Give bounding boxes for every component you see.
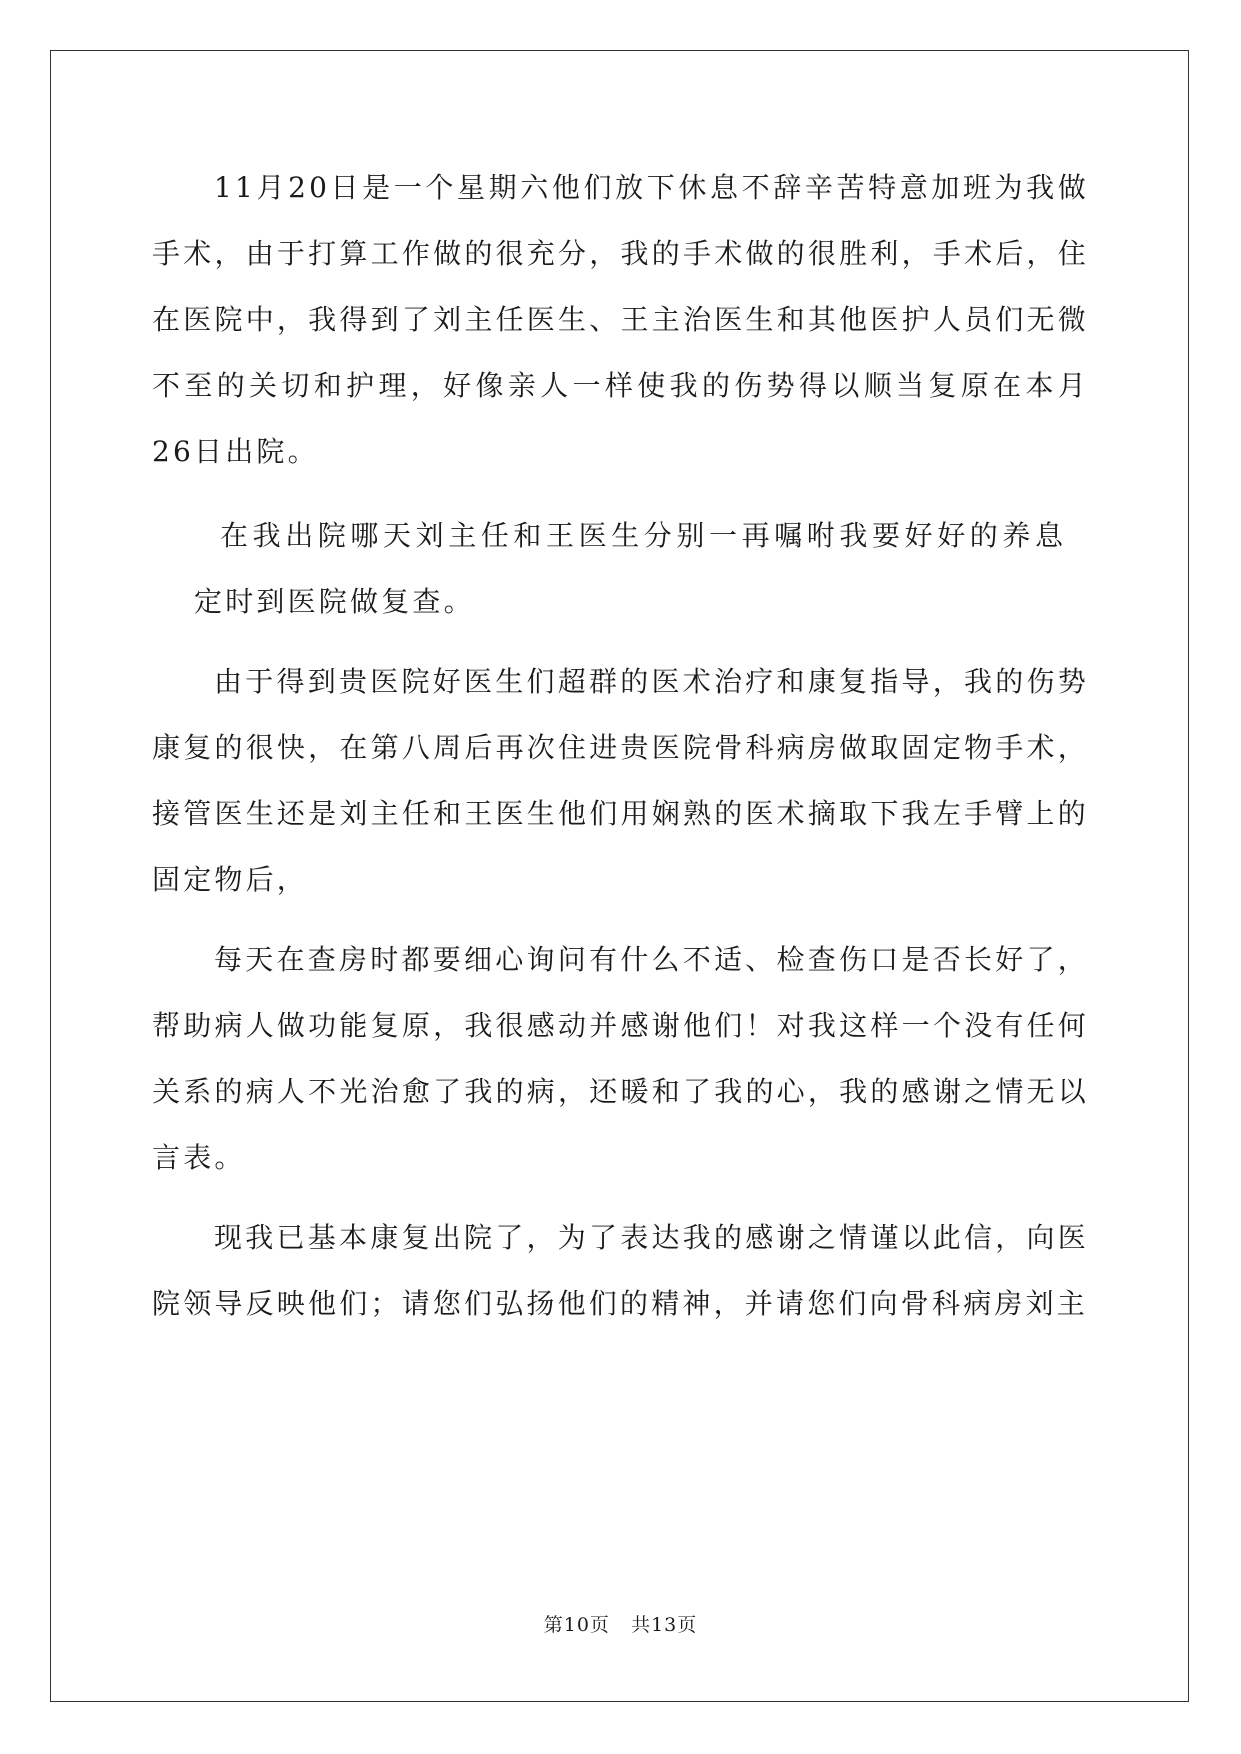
paragraph-1: 11月20日是一个星期六他们放下休息不辞辛苦特意加班为我做手术，由于打算工作做的很充分，我的手术做的很胜利，手术后，住在医院中，我得到了刘主任医生、王主治医生和其他医护人员们无微不至的关切和护理，好像亲人一样使我的伤势得以顺当复原在本月26日出院。 xyxy=(152,171,1089,468)
document-body xyxy=(152,155,1089,1351)
paragraph-5: 现我已基本康复出院了，为了表达我的感谢之情谨以此信，向医院领导反映他们；请您们弘扬他们的精神，并请您们向骨科病房刘主 xyxy=(152,1221,1089,1320)
paragraph-3: 由于得到贵医院好医生们超群的医术治疗和康复指导，我的伤势康复的很快，在第八周后再次住进贵医院骨科病房做取固定物手术，接管医生还是刘主任和王医生他们用娴熟的医术摘取下我左手臂上的固定物后， xyxy=(152,665,1089,896)
paragraph-2-line-2: 定时到医院做复查。 xyxy=(194,585,475,618)
page-number: 第10页 xyxy=(543,1614,610,1636)
paragraph-2-line-1: 在我出院哪天刘主任和王医生分别一再嘱咐我要好好的养息 xyxy=(220,519,1068,552)
page-total: 共13页 xyxy=(631,1614,698,1636)
page-footer xyxy=(0,1610,1241,1637)
paragraph-2 xyxy=(152,503,1089,635)
paragraph-4: 每天在查房时都要细心询问有什么不适、检查伤口是否长好了，帮助病人做功能复原，我很感动并感谢他们！对我这样一个没有任何关系的病人不光治愈了我的病，还暖和了我的心，我的感谢之情无以言表。 xyxy=(152,943,1089,1174)
